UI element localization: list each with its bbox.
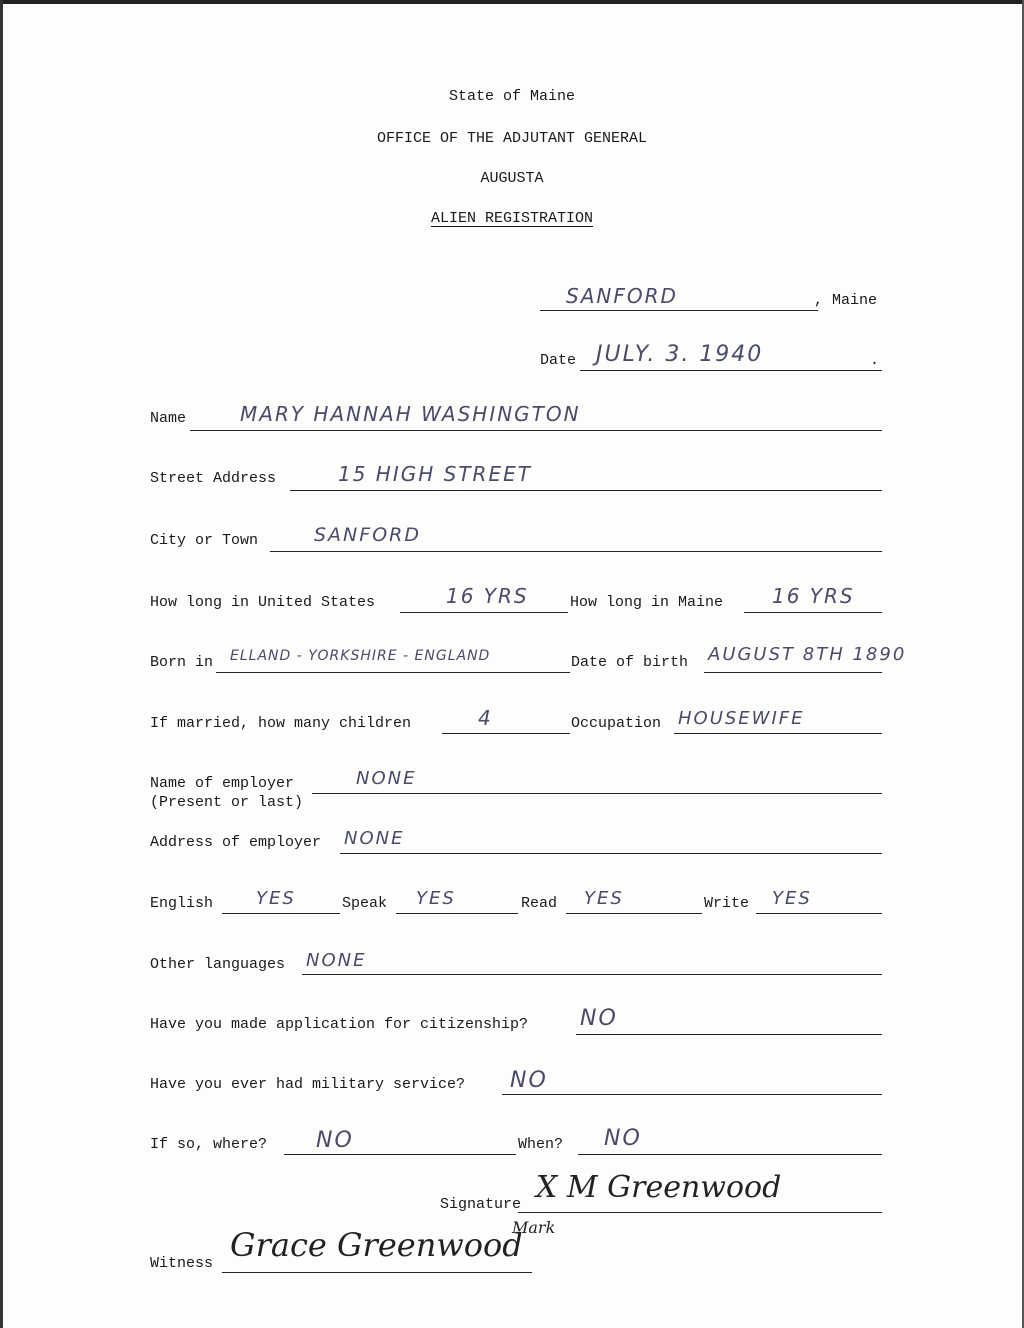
read-value: YES (584, 888, 624, 909)
children-label: If married, how many children (150, 715, 412, 732)
employer-value: NONE (356, 768, 417, 789)
other-lang-value: NONE (306, 950, 367, 971)
us-line (400, 612, 568, 613)
scan-border-left (0, 0, 3, 1328)
speak-value: YES (416, 888, 456, 909)
citizenship-line (576, 1034, 882, 1035)
signature-mark-note: Mark (512, 1218, 556, 1237)
military-line (502, 1094, 882, 1095)
occupation-value: HOUSEWIFE (678, 708, 805, 729)
other-lang-line (302, 974, 882, 975)
where-label: If so, where? (150, 1136, 268, 1153)
employer-address-line (340, 853, 882, 854)
write-line (756, 913, 882, 914)
city-value: SANFORD (314, 524, 421, 546)
employer-line (312, 793, 882, 794)
where-value: NO (316, 1128, 354, 1153)
born-value: ELLAND - YORKSHIRE - ENGLAND (230, 648, 491, 664)
maine-label: How long in Maine (570, 594, 724, 611)
us-value: 16 YRS (446, 584, 529, 608)
write-label: Write (704, 895, 750, 912)
citizenship-label: Have you made application for citizenship? (150, 1016, 529, 1033)
employer-sublabel: (Present or last) (150, 794, 304, 811)
street-label: Street Address (150, 470, 277, 487)
read-line (566, 913, 702, 914)
header-title: ALIEN REGISTRATION (430, 210, 594, 227)
header-office: OFFICE OF THE ADJUTANT GENERAL (376, 130, 648, 147)
english-value: YES (256, 888, 296, 909)
when-label: When? (518, 1136, 564, 1153)
city-label: City or Town (150, 532, 259, 549)
witness-label: Witness (150, 1255, 214, 1272)
children-value: 4 (478, 706, 493, 730)
street-line (290, 490, 882, 491)
where-line (284, 1154, 516, 1155)
read-label: Read (521, 895, 558, 912)
maine-line (744, 612, 882, 613)
signature-value: X M Greenwood (536, 1170, 782, 1205)
witness-value: Grace Greenwood (230, 1226, 523, 1264)
city-line (270, 551, 882, 552)
born-line (216, 672, 570, 673)
dob-label: Date of birth (571, 654, 689, 671)
header-state: State of Maine (448, 88, 576, 105)
when-line (578, 1154, 882, 1155)
employer-address-value: NONE (344, 828, 405, 849)
header-city: AUGUSTA (480, 170, 544, 187)
name-line (190, 430, 882, 431)
military-label: Have you ever had military service? (150, 1076, 466, 1093)
place-value: SANFORD (566, 284, 678, 308)
signature-label: Signature (440, 1196, 522, 1213)
maine-value: 16 YRS (772, 584, 855, 608)
employer-address-label: Address of employer (150, 834, 322, 851)
other-lang-label: Other languages (150, 956, 286, 973)
date-line (580, 370, 882, 371)
us-label: How long in United States (150, 594, 376, 611)
children-line (442, 733, 570, 734)
name-label: Name (150, 410, 187, 427)
military-value: NO (510, 1068, 548, 1093)
scan-border-top (0, 0, 1024, 4)
employer-label: Name of employer (150, 775, 295, 792)
date-end: . (870, 352, 880, 369)
dob-value: AUGUST 8TH 1890 (708, 644, 907, 665)
born-label: Born in (150, 654, 214, 671)
date-label: Date (540, 352, 577, 369)
occupation-line (674, 733, 882, 734)
speak-label: Speak (342, 895, 388, 912)
place-line (540, 310, 818, 311)
citizenship-value: NO (580, 1006, 618, 1031)
english-line (222, 913, 340, 914)
date-value: JULY. 3. 1940 (596, 342, 764, 367)
dob-line (704, 672, 882, 673)
witness-line (222, 1272, 532, 1273)
street-value: 15 HIGH STREET (338, 462, 532, 486)
write-value: YES (772, 888, 812, 909)
place-suffix: , Maine (814, 292, 878, 309)
english-label: English (150, 895, 214, 912)
occupation-label: Occupation (571, 715, 662, 732)
signature-line (518, 1212, 882, 1213)
when-value: NO (604, 1126, 642, 1151)
name-value: MARY HANNAH WASHINGTON (240, 402, 581, 426)
speak-line (396, 913, 518, 914)
